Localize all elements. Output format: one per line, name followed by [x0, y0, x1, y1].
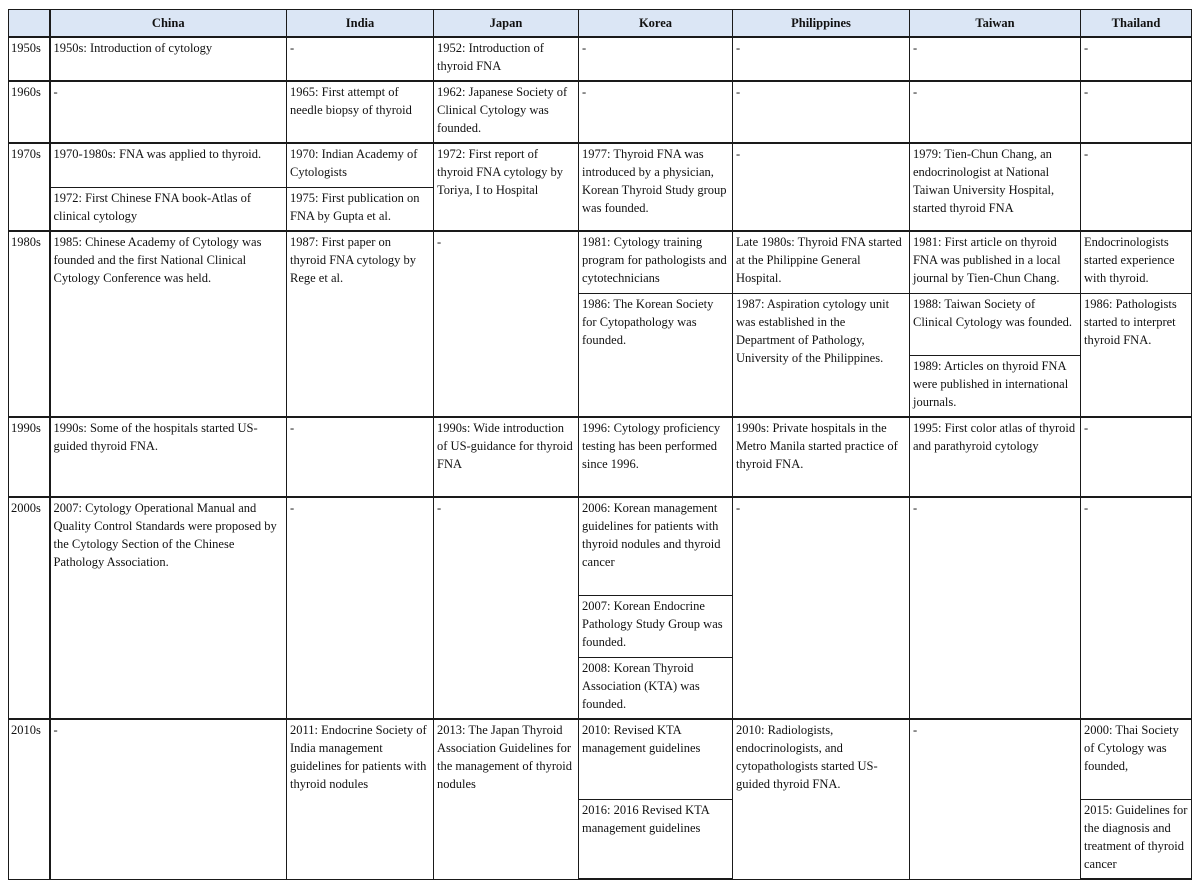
cell-japan: 1990s: Wide introduction of US-guidance for thyroid FNA — [434, 417, 579, 497]
cell-thailand: - — [1081, 143, 1192, 231]
cell-india: 1975: First publication on FNA by Gupta et al. — [287, 187, 434, 231]
cell-india: - — [287, 417, 434, 497]
cell-korea: - — [579, 81, 733, 143]
cell-thailand: - — [1081, 497, 1192, 719]
cell-japan: 1962: Japanese Society of Clinical Cytology was founded. — [434, 81, 579, 143]
cell-india: 1965: First attempt of needle biopsy of thyroid — [287, 81, 434, 143]
cell-china: 1990s: Some of the hospitals started US-guided thyroid FNA. — [50, 417, 287, 497]
header-india: India — [287, 10, 434, 38]
table-row — [9, 497, 1192, 595]
header-philippines: Philippines — [733, 10, 910, 38]
era-cell: 1980s — [9, 231, 50, 417]
cell-korea: 1981: Cytology training program for pathologists and cytotechnicians — [579, 231, 733, 293]
header-thailand: Thailand — [1081, 10, 1192, 38]
cell-taiwan: 1989: Articles on thyroid FNA were published in international journals. — [910, 355, 1081, 417]
table-row — [9, 231, 1192, 293]
era-cell: 1960s — [9, 81, 50, 143]
header-china: China — [50, 10, 287, 38]
cell-japan: 1972: First report of thyroid FNA cytology by Toriya, I to Hospital — [434, 143, 579, 231]
cell-korea: 2006: Korean management guidelines for patients with thyroid nodules and thyroid cancer — [579, 497, 733, 595]
era-cell: 2000s — [9, 497, 50, 719]
cell-thailand: Endocrinologists started experience with thyroid. — [1081, 231, 1192, 293]
cell-philippines: - — [733, 497, 910, 719]
cell-korea: - — [579, 37, 733, 81]
cytology-history-table — [8, 9, 1192, 880]
cell-india: 2011: Endocrine Society of India management guidelines for patients with thyroid nodules — [287, 719, 434, 879]
cell-korea: 1996: Cytology proficiency testing has been performed since 1996. — [579, 417, 733, 497]
cell-japan: 1952: Introduction of thyroid FNA — [434, 37, 579, 81]
cell-korea: 2007: Korean Endocrine Pathology Study Group was founded. — [579, 595, 733, 657]
header-taiwan: Taiwan — [910, 10, 1081, 38]
cell-china: 1972: First Chinese FNA book-Atlas of clinical cytology — [50, 187, 287, 231]
cell-philippines: - — [733, 143, 910, 231]
cell-japan: 2013: The Japan Thyroid Association Guidelines for the management of thyroid nodules — [434, 719, 579, 879]
cell-philippines: 2010: Radiologists, endocrinologists, and cytopathologists started US-guided thyroid FNA. — [733, 719, 910, 879]
cell-thailand: 2000: Thai Society of Cytology was founded, — [1081, 719, 1192, 799]
header-row — [9, 10, 1192, 38]
header-era — [9, 10, 50, 38]
cell-china: 1985: Chinese Academy of Cytology was founded and the first National Clinical Cytology Conference was held. — [50, 231, 287, 417]
cell-korea: 1986: The Korean Society for Cytopathology was founded. — [579, 293, 733, 417]
era-cell: 1950s — [9, 37, 50, 81]
cell-taiwan: 1995: First color atlas of thyroid and parathyroid cytology — [910, 417, 1081, 497]
era-cell: 2010s — [9, 719, 50, 879]
table-row — [9, 719, 1192, 799]
cell-india: - — [287, 37, 434, 81]
cell-china: - — [50, 719, 287, 879]
cell-japan: - — [434, 231, 579, 417]
cell-philippines: Late 1980s: Thyroid FNA started at the Philippine General Hospital. — [733, 231, 910, 293]
era-cell: 1970s — [9, 143, 50, 231]
table-row — [9, 143, 1192, 187]
table-row — [9, 81, 1192, 143]
header-korea: Korea — [579, 10, 733, 38]
cell-philippines: - — [733, 81, 910, 143]
cell-korea: 2008: Korean Thyroid Association (KTA) was founded. — [579, 657, 733, 719]
era-cell: 1990s — [9, 417, 50, 497]
table-row — [9, 37, 1192, 81]
cell-korea: 2010: Revised KTA management guidelines — [579, 719, 733, 799]
cell-korea: 2016: 2016 Revised KTA management guidelines — [579, 799, 733, 879]
cell-taiwan: 1979: Tien-Chun Chang, an endocrinologist at National Taiwan University Hospital, started thyroid FNA — [910, 143, 1081, 231]
cell-thailand: 2015: Guidelines for the diagnosis and treatment of thyroid cancer — [1081, 799, 1192, 879]
cell-taiwan: - — [910, 497, 1081, 719]
cell-china: 1950s: Introduction of cytology — [50, 37, 287, 81]
cell-india: 1970: Indian Academy of Cytologists — [287, 143, 434, 187]
cell-india: 1987: First paper on thyroid FNA cytology by Rege et al. — [287, 231, 434, 417]
header-japan: Japan — [434, 10, 579, 38]
cell-japan: - — [434, 497, 579, 719]
cell-india: - — [287, 497, 434, 719]
cell-korea: 1977: Thyroid FNA was introduced by a physician, Korean Thyroid Study group was founded. — [579, 143, 733, 231]
cell-taiwan: 1988: Taiwan Society of Clinical Cytology was founded. — [910, 293, 1081, 355]
cell-philippines: - — [733, 37, 910, 81]
cell-china: 1970-1980s: FNA was applied to thyroid. — [50, 143, 287, 187]
cell-taiwan: - — [910, 719, 1081, 879]
cell-taiwan: 1981: First article on thyroid FNA was published in a local journal by Tien-Chun Chang. — [910, 231, 1081, 293]
cell-taiwan: - — [910, 81, 1081, 143]
cell-thailand: - — [1081, 81, 1192, 143]
cell-thailand: - — [1081, 37, 1192, 81]
cell-thailand: - — [1081, 417, 1192, 497]
cell-china: 2007: Cytology Operational Manual and Quality Control Standards were proposed by the Cytology Section of the Chinese Pathology Association. — [50, 497, 287, 719]
cell-thailand: 1986: Pathologists started to interpret thyroid FNA. — [1081, 293, 1192, 417]
cell-philippines: 1990s: Private hospitals in the Metro Manila started practice of thyroid FNA. — [733, 417, 910, 497]
cell-china: - — [50, 81, 287, 143]
cell-philippines: 1987: Aspiration cytology unit was established in the Department of Pathology, University of the Philippines. — [733, 293, 910, 417]
table-row — [9, 417, 1192, 497]
cell-taiwan: - — [910, 37, 1081, 81]
